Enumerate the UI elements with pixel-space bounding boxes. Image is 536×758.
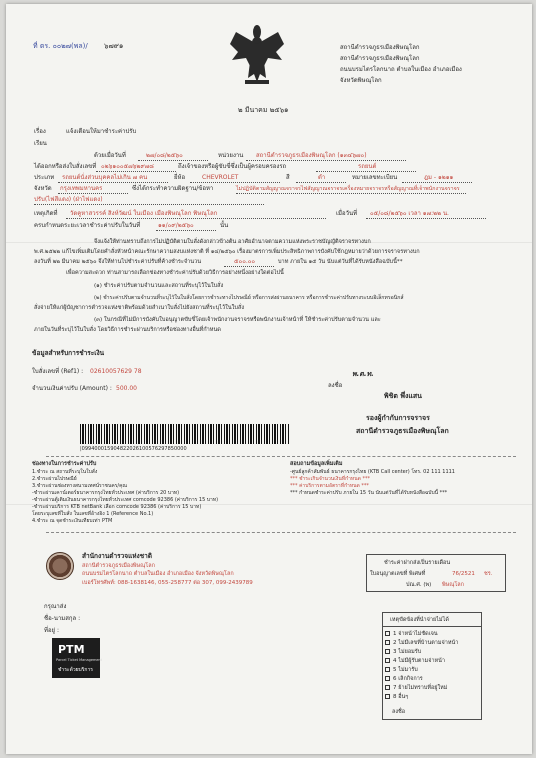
address-attn: กรุณาส่ง <box>44 603 67 610</box>
info-title: สอบถามข้อมูลเพิ่มเติม <box>290 461 343 467</box>
owner-text: ถึงเจ้าของหรือผู้ขับขี่ซึ่งเป็นผู้ครอบครองรถ <box>178 163 287 170</box>
reference-number: ที่ ตร. ๐๐๒๗(พล)/ <box>33 42 88 50</box>
body-unit-value: สถานีตำรวจภูธรเมืองพิษณุโลก (๑๓๔๖๗๐) <box>256 152 367 159</box>
signature-label: ลงชื่อ <box>328 382 343 389</box>
reason-checkbox[interactable] <box>385 649 390 654</box>
reason-label: 2 ไม่มีเลขที่บ้านตามจ่าหน้า <box>393 640 459 646</box>
brand-value: CHEVROLET <box>202 174 239 181</box>
reason-checkbox[interactable] <box>385 631 390 636</box>
option-3b: ภายในวันที่ระบุไว้ในใบสั่ง โดยวิธีการชำระผ่านบริการหรือช่องทางอื่นที่กำหนด <box>34 327 221 333</box>
paragraph-1: จึงแจ้งให้ท่านทราบถึงการไม่ปฏิบัติตามใบสั่งดังกล่าวข้างต้น อาศัยอำนาจตามความแห่งพระราชบัญญัติจราจรทางบก <box>94 239 371 245</box>
sender-phone: เบอร์โทรศัพท์: 088-1638146, 055-258777 ต่อ 307, 099-2439789 <box>82 580 253 586</box>
vehicle-kind: รถยนต์ <box>358 163 377 170</box>
reason-label: 6 เลิกกิจการ <box>393 676 423 682</box>
channel-item: โดยระบุเลขที่ใบสั่ง ในเลขที่อ้างอิง 1 (Reference No.1) <box>32 511 154 517</box>
garuda-emblem-icon <box>228 22 286 86</box>
sender-station: สถานีตำรวจภูธรเมืองพิษณุโลก <box>82 563 155 569</box>
vehicle-type-label: ประเภท <box>34 174 55 181</box>
postage-license-tail: ชร. <box>484 571 493 577</box>
reason-checkbox[interactable] <box>385 667 390 672</box>
channel-item: -ชำระผ่านบริการ KTB netBank เลือก comcode 92386 (ค่าบริการ 15 บาท) <box>32 504 202 510</box>
province-value: กรุงเทพมหานคร <box>60 185 103 192</box>
plate-label: หมายเลขทะเบียน <box>352 174 398 181</box>
option-3: (๓) ในกรณีที่ไม่มีการบังคับใบอนุญาตขับขี่โดยเจ้าพนักงานจราจรหรือพนักงานเจ้าหน้าที่ ให้ชำระค่าปรับตามจำนวน และ <box>94 317 381 323</box>
channel-item: 2.ชำระผ่านไปรษณีย์ <box>32 476 77 482</box>
reason-label: 8 อื่นๆ <box>393 694 409 700</box>
letter-date: ๒ มีนาคม ๒๕๖๑ <box>238 106 289 114</box>
police-seal-icon <box>46 552 74 580</box>
province-label: จังหวัด <box>34 185 52 192</box>
info-red-2: *** ค่าบริการตามอัตราที่กำหนด *** <box>290 483 369 489</box>
offense-value: ไม่ปฏิบัติตามสัญญาณจราจรไฟสัญญาณจราจรเครื่องหมายจราจรหรือสัญญาณที่เจ้าพนักงานจราจร <box>236 186 460 192</box>
signer-title: รองผู้กำกับการจราจร <box>366 414 430 422</box>
amount-label: จำนวนเงินค่าปรับ (Amount) : <box>32 385 112 392</box>
due-suffix: นั้น <box>220 222 229 229</box>
channel-item: 1.ชำระ ณ สถานที่ระบุในใบสั่ง <box>32 469 98 475</box>
reason-label: 5 ไม่มารับ <box>393 667 418 673</box>
color-label: สี <box>286 174 290 181</box>
info-line: -ศูนย์ลูกค้าสัมพันธ์ ธนาคารกรุงไทย (KTB Call center) โทร. 02 111 1111 <box>290 469 455 475</box>
ptm-logo-thai: ชำระด้วยบริการ <box>58 667 93 673</box>
payment-title: ข้อมูลสำหรับการชำระเงิน <box>32 349 105 357</box>
info-red-1: *** ชำระเกินจำนวนเงินที่กำหนด *** <box>290 476 370 482</box>
office-line-3: ถนนบรมไตรโลกนาถ ตำบลในเมือง อำเภอเมือง <box>340 66 462 73</box>
ticket-label: ได้ออกหรือส่งใบสั่งเลขที่ <box>34 163 97 170</box>
offense-label: ซึ่งได้กระทำความผิดฐาน/ข้อหา <box>132 185 214 192</box>
signer-name: พิชิต พึ่งแสน <box>384 392 422 400</box>
offense-value-cont: ปรับ(ไฟสีแดง) (ฝ่าไฟแดง) <box>34 196 103 203</box>
reference-suffix: ๖๗๙๑ <box>104 42 124 50</box>
office-line-1: สถานีตำรวจภูธรเมืองพิษณุโลก <box>340 44 420 51</box>
paragraph-2: เพื่อความสะดวก ท่านสามารถเลือกช่องทางชำระค่าปรับด้วยวิธีการอย่างหนึ่งอย่างใดต่อไปนี้ <box>66 270 284 276</box>
reason-label: 1 จ่าหน้าไม่ชัดเจน <box>393 631 438 637</box>
subject-text: แจ้งเตือนให้มาชำระค่าปรับ <box>66 128 137 135</box>
reason-label: 3 ไม่ยอมรับ <box>393 649 422 655</box>
plate-value: ฎม - ๑๒๑๑ <box>424 174 454 181</box>
ptm-logo-tagline: Parcel Ticket Management <box>56 658 103 662</box>
option-2: (๒) ชำระค่าปรับตามจำนวนที่ระบุไว้ในใบสั่งโดยการชำระทางไปรษณีย์ หรือการส่งผ่านธนาคาร หรือการชำระค่าปรับทางระบบอิเล็กทรอนิกส์ <box>94 295 404 301</box>
cut-line <box>46 532 516 533</box>
address-addr-label: ที่อยู่ : <box>44 627 60 634</box>
sender-phone-label <box>82 579 253 587</box>
due-date: ๑๑/๐๙/๒๕๖๐ <box>158 222 194 229</box>
recipient-label: เรียน <box>34 140 47 147</box>
sender-address: ถนนบรมไตรโลกนาถ ตำบลในเมือง อำเภอเมือง จังหวัดพิษณุโลก <box>82 571 234 577</box>
postage-line-3-prefix: ปณ.ศ. (พ) <box>406 582 432 588</box>
postage-line-1: ชำระค่าฝากส่งเป็นรายเดือน <box>384 560 451 566</box>
office-line-4: จังหวัดพิษณุโลก <box>340 77 382 84</box>
postage-line-2-prefix: ใบอนุญาตเลขที่ พิเศษที่ <box>370 571 426 577</box>
reason-checkbox[interactable] <box>385 685 390 690</box>
amount-value: 500.00 <box>116 385 137 392</box>
postage-license-no: 76/2521 <box>452 571 475 577</box>
reason-checkbox[interactable] <box>385 694 390 699</box>
paragraph-1b: พ.ศ.๒๕๒๒ แก้ไขเพิ่มเติมโดยคำสั่งหัวหน้าคณะรักษาความสงบแห่งชาติ ที่ ๑๔/๒๕๖๐ เรื่องมาตรการเพิ่มประสิทธิภาพการบังคับใช้กฎหมายว่าด้วยการจราจรทางบก <box>34 249 420 255</box>
ticket-number: ๐๒๖๑๐๐๕๗๖๒๙๗๘ <box>101 163 154 170</box>
cut-line <box>46 456 516 457</box>
paragraph-1d: บาท ภายใน ๑๕ วัน นับแต่วันที่ได้รับหนังสือฉบับนี้** <box>278 259 403 265</box>
place-value: วัดคูหาสวรรค์ สิงห์วัฒน์ ในเมือง เมืองพิษณุโลก พิษณุโลก <box>70 210 218 217</box>
option-1: (๑) ชำระค่าปรับตามจำนวนและสถานที่ระบุไว้ในใบสั่ง <box>94 283 224 289</box>
channel-item: 4.ชำระ ณ จุดชำระเงินเทียบเท่า PTM <box>32 518 113 524</box>
reason-checkbox[interactable] <box>385 658 390 663</box>
letter-page <box>6 4 532 754</box>
place-label: เหตุเกิดที่ <box>34 210 58 217</box>
incident-date-value: ๐๕/๐๘/๒๕๖๐ เวลา ๑๗:๒๒ น. <box>370 210 449 217</box>
channels-title: ช่องทางในการชำระค่าปรับ <box>32 461 97 467</box>
color-value: ดำ <box>318 174 326 181</box>
signature-mark: พ.ต.ท. <box>352 370 374 378</box>
option-2b: สั่งจ่ายให้แก่ผู้บัญชาการตำรวจแห่งชาติพร้อมด้วยสำเนาใบสั่งไปยังสถานที่ระบุไว้ในใบสั่ง <box>34 305 245 311</box>
ref1-value: 02610057629 78 <box>90 368 142 375</box>
reason-label: 7 ย้ายไม่ทราบที่อยู่ใหม่ <box>393 685 448 691</box>
payment-barcode <box>80 424 290 444</box>
brand-label: ยี่ห้อ <box>174 174 186 181</box>
channel-item: -ชำระผ่านตู้เติมเงินธนาคารกรุงไทยทั่วประเทศ comcode 92386 (ค่าบริการ 15 บาท) <box>32 497 219 503</box>
address-name-label: ชื่อ-นามสกุล : <box>44 615 81 622</box>
subject-label: เรื่อง <box>34 128 46 135</box>
channel-item: -ชำระผ่านเคาน์เตอร์ธนาคารกรุงไทยทั่วประเทศ (ค่าบริการ 20 บาท) <box>32 490 180 496</box>
sender-org: สำนักงานตำรวจแห่งชาติ <box>82 552 153 560</box>
channel-item: 3.ชำระผ่านช่องทางสนามเทศน์ราชนคร/คุณ <box>32 483 128 489</box>
return-sign-label: ลงชื่อ <box>392 709 406 715</box>
reason-checkbox[interactable] <box>385 640 390 645</box>
ptm-logo <box>52 638 103 678</box>
vehicle-type: รถยนต์นั่งส่วนบุคคลไม่เกิน ๗ คน <box>62 174 148 181</box>
info-note: *** กำหนดชำระค่าปรับ ภายใน 15 วัน นับแต่วันที่ได้รับหนังสือฉบับนี้ *** <box>290 490 448 496</box>
paragraph-1c: ลงวันที่ ๒๒ มีนาคม ๒๕๖๐ จึงให้ท่านไปชำระค่าปรับที่ค้างชำระจำนวน <box>34 259 202 265</box>
body-date-label: ด้วยเมื่อวันที่ <box>94 152 126 159</box>
ref1-label: ใบสั่งเลขที่ (Ref1) : <box>32 368 84 375</box>
postage-place: พิษณุโลก <box>442 582 465 588</box>
body-unit-label: หน่วยงาน <box>218 152 244 159</box>
ptm-logo-name: PTM <box>58 643 85 656</box>
incident-date-label: เมื่อวันที่ <box>336 210 358 217</box>
body-date-value: ๒๗/๐๘/๒๕๖๐ <box>146 152 183 159</box>
fine-amount: ๕๐๐.๐๐ <box>234 258 256 265</box>
reason-label: 4 ไม่มีผู้รับตามจ่าหน้า <box>393 658 446 664</box>
reason-checkbox[interactable] <box>385 676 390 681</box>
due-label: ครบกำหนดระยะเวลาชำระค่าปรับในวันที่ <box>34 222 141 229</box>
barcode-text: |099400015904822026100576297850000 <box>80 446 187 452</box>
return-title: เหตุขัดข้องที่นำจ่ายไม่ได้ <box>390 617 449 623</box>
signer-station: สถานีตำรวจภูธรเมืองพิษณุโลก <box>356 427 449 435</box>
office-line-2: สถานีตำรวจภูธรเมืองพิษณุโลก <box>340 55 420 62</box>
